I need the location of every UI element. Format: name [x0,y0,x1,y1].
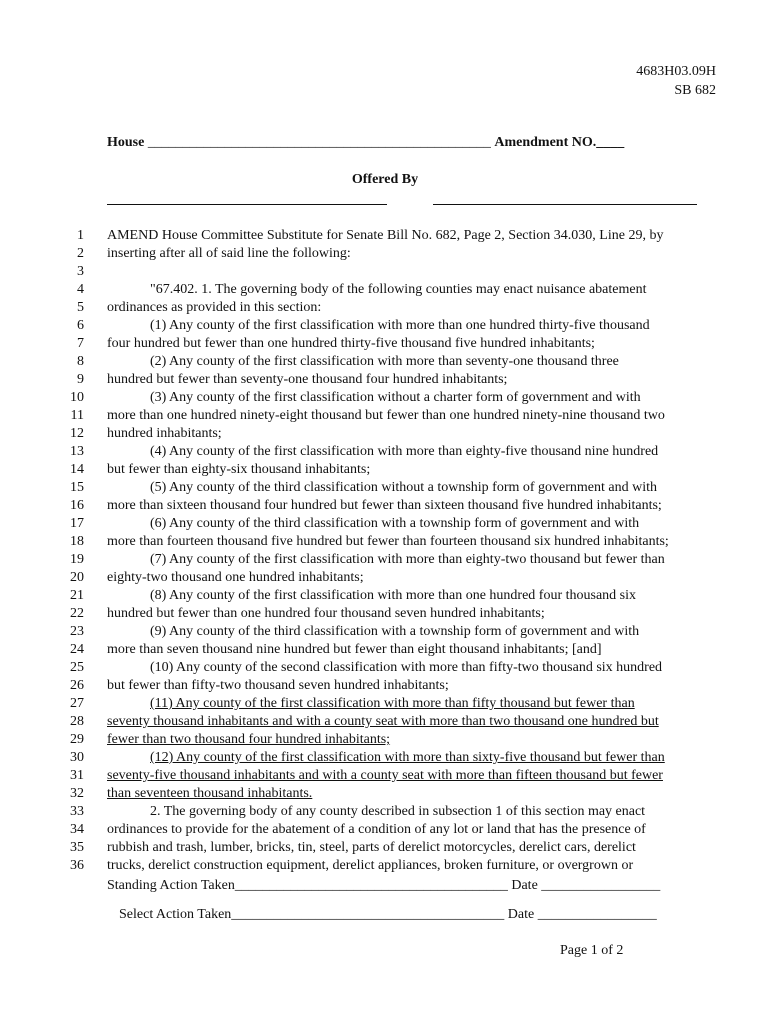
line-number: 29 [70,732,84,747]
line-text: (3) Any county of the first classification without a charter form of government and with [150,390,641,405]
bill-number: SB 682 [674,83,716,98]
line-number: 4 [77,282,84,297]
amendment-number-label: Amendment NO.____ [494,135,625,150]
text-line [0,623,770,641]
line-number: 31 [70,768,84,783]
line-text: (2) Any county of the first classification with more than seventy-one thousand three [150,354,619,369]
text-line [0,425,770,443]
line-text: hundred but fewer than one hundred four thousand seven hundred inhabitants; [107,606,545,621]
line-text: hundred but fewer than seventy-one thousand four hundred inhabitants; [107,372,508,387]
text-line [0,677,770,695]
line-number: 28 [70,714,84,729]
line-number: 17 [70,516,84,531]
line-number: 34 [70,822,84,837]
text-line [0,281,770,299]
line-number: 21 [70,588,84,603]
line-number: 25 [70,660,84,675]
line-text: 2. The governing body of any county described in subsection 1 of this section may enact [150,804,646,819]
text-line [0,605,770,623]
line-number: 24 [70,642,84,657]
line-number: 32 [70,786,84,801]
line-text: ordinances as provided in this section: [107,300,322,315]
line-number: 6 [77,318,84,333]
line-number: 19 [70,552,84,567]
line-number: 22 [70,606,84,621]
sponsor-signature-line [107,204,387,205]
line-number: 2 [77,246,84,261]
standing-action-line: Standing Action Taken_______________________________________ Date _________________ [107,878,661,893]
line-text: seventy thousand inhabitants and with a county seat with more than two thousand one hundred but [107,714,659,729]
line-text: (8) Any county of the first classification with more than one hundred four thousand six [150,588,637,603]
text-line [0,767,770,785]
line-text: eighty-two thousand one hundred inhabitants; [107,570,364,585]
line-number: 7 [77,336,84,351]
text-line [0,299,770,317]
text-line [0,317,770,335]
line-number: 13 [70,444,84,459]
line-text: AMEND House Committee Substitute for Senate Bill No. 682, Page 2, Section 34.030, Line 29, by [107,228,664,243]
line-text: but fewer than eighty-six thousand inhabitants; [107,462,371,477]
line-text: four hundred but fewer than one hundred thirty-five thousand five hundred inhabitants; [107,336,595,351]
select-action-line: Select Action Taken_______________________________________ Date _________________ [119,907,657,922]
line-text: "67.402. 1. The governing body of the following counties may enact nuisance abatement [150,282,647,297]
text-line [0,569,770,587]
text-line [0,821,770,839]
text-line [0,857,770,875]
line-text: (12) Any county of the first classification with more than sixty-five thousand but fewer than [150,750,665,765]
line-text: but fewer than fifty-two thousand seven hundred inhabitants; [107,678,449,693]
line-text: ordinances to provide for the abatement of a condition of any lot or land that has the presence of [107,822,646,837]
line-number: 3 [77,264,84,279]
line-text: (9) Any county of the third classification with a township form of government and with [150,624,640,639]
line-text: more than fourteen thousand five hundred but fewer than fourteen thousand six hundred inhabitants; [107,534,669,549]
text-line [0,641,770,659]
line-text: than seventeen thousand inhabitants. [107,786,313,801]
line-text: (5) Any county of the third classification without a township form of government and with [150,480,658,495]
text-line [0,713,770,731]
offered-by-label: Offered By [351,172,419,187]
text-line [0,515,770,533]
text-line [0,335,770,353]
line-text: (6) Any county of the third classification with a township form of government and with [150,516,640,531]
line-number: 33 [70,804,84,819]
text-line [0,839,770,857]
sponsor-signature-line-2 [433,204,697,205]
text-line [0,263,770,281]
line-number: 1 [77,228,84,243]
text-line [0,803,770,821]
line-number: 5 [77,300,84,315]
line-text: (10) Any county of the second classification with more than fifty-two thousand six hundred [150,660,663,675]
line-text: (1) Any county of the first classification with more than one hundred thirty-five thousand [150,318,650,333]
line-text: seventy-five thousand inhabitants and with a county seat with more than fifteen thousand but fewer [107,768,663,783]
line-number: 18 [70,534,84,549]
line-text: more than sixteen thousand four hundred but fewer than sixteen thousand five hundred inhabitants; [107,498,662,513]
line-number: 8 [77,354,84,369]
text-line [0,461,770,479]
line-number: 16 [70,498,84,513]
text-line [0,749,770,767]
text-line [0,353,770,371]
line-text: more than seven thousand nine hundred but fewer than eight thousand inhabitants; [and] [107,642,602,657]
line-text: hundred inhabitants; [107,426,222,441]
document-id: 4683H03.09H [636,64,716,79]
line-number: 20 [70,570,84,585]
text-line [0,479,770,497]
line-text: trucks, derelict construction equipment, derelict appliances, broken furniture, or overgrown or [107,858,634,873]
text-line [0,533,770,551]
line-number: 23 [70,624,84,639]
line-text: fewer than two thousand four hundred inhabitants; [107,732,391,747]
line-text: (11) Any county of the first classification with more than fifty thousand but fewer than [150,696,635,711]
line-number: 11 [70,408,84,423]
text-line [0,245,770,263]
text-line [0,659,770,677]
text-line [0,407,770,425]
line-number: 14 [70,462,84,477]
text-line [0,497,770,515]
text-line [0,443,770,461]
line-number: 35 [70,840,84,855]
text-line [0,389,770,407]
text-line [0,785,770,803]
text-line [0,695,770,713]
line-text: inserting after all of said line the following: [107,246,351,261]
text-line [0,731,770,749]
line-number: 30 [70,750,84,765]
text-line [0,551,770,569]
line-number: 10 [70,390,84,405]
text-line [0,227,770,245]
line-text: (7) Any county of the first classification with more than eighty-two thousand but fewer than [150,552,665,567]
line-text: rubbish and trash, lumber, bricks, tin, steel, parts of derelict motorcycles, derelict cars, derelict [107,840,636,855]
page-number: Page 1 of 2 [560,943,624,958]
line-number: 26 [70,678,84,693]
line-number: 9 [77,372,84,387]
text-line [0,587,770,605]
line-text: more than one hundred ninety-eight thousand but fewer than one hundred ninety-nine thousand two [107,408,665,423]
amendment-title [107,135,713,151]
line-number: 15 [70,480,84,495]
line-number: 27 [70,696,84,711]
text-line [0,371,770,389]
line-text: (4) Any county of the first classification with more than eighty-five thousand nine hundred [150,444,659,459]
house-label: House [107,135,145,150]
line-number: 36 [70,858,84,873]
house-blank: _________________________________________________ [147,135,491,150]
line-number: 12 [70,426,84,441]
